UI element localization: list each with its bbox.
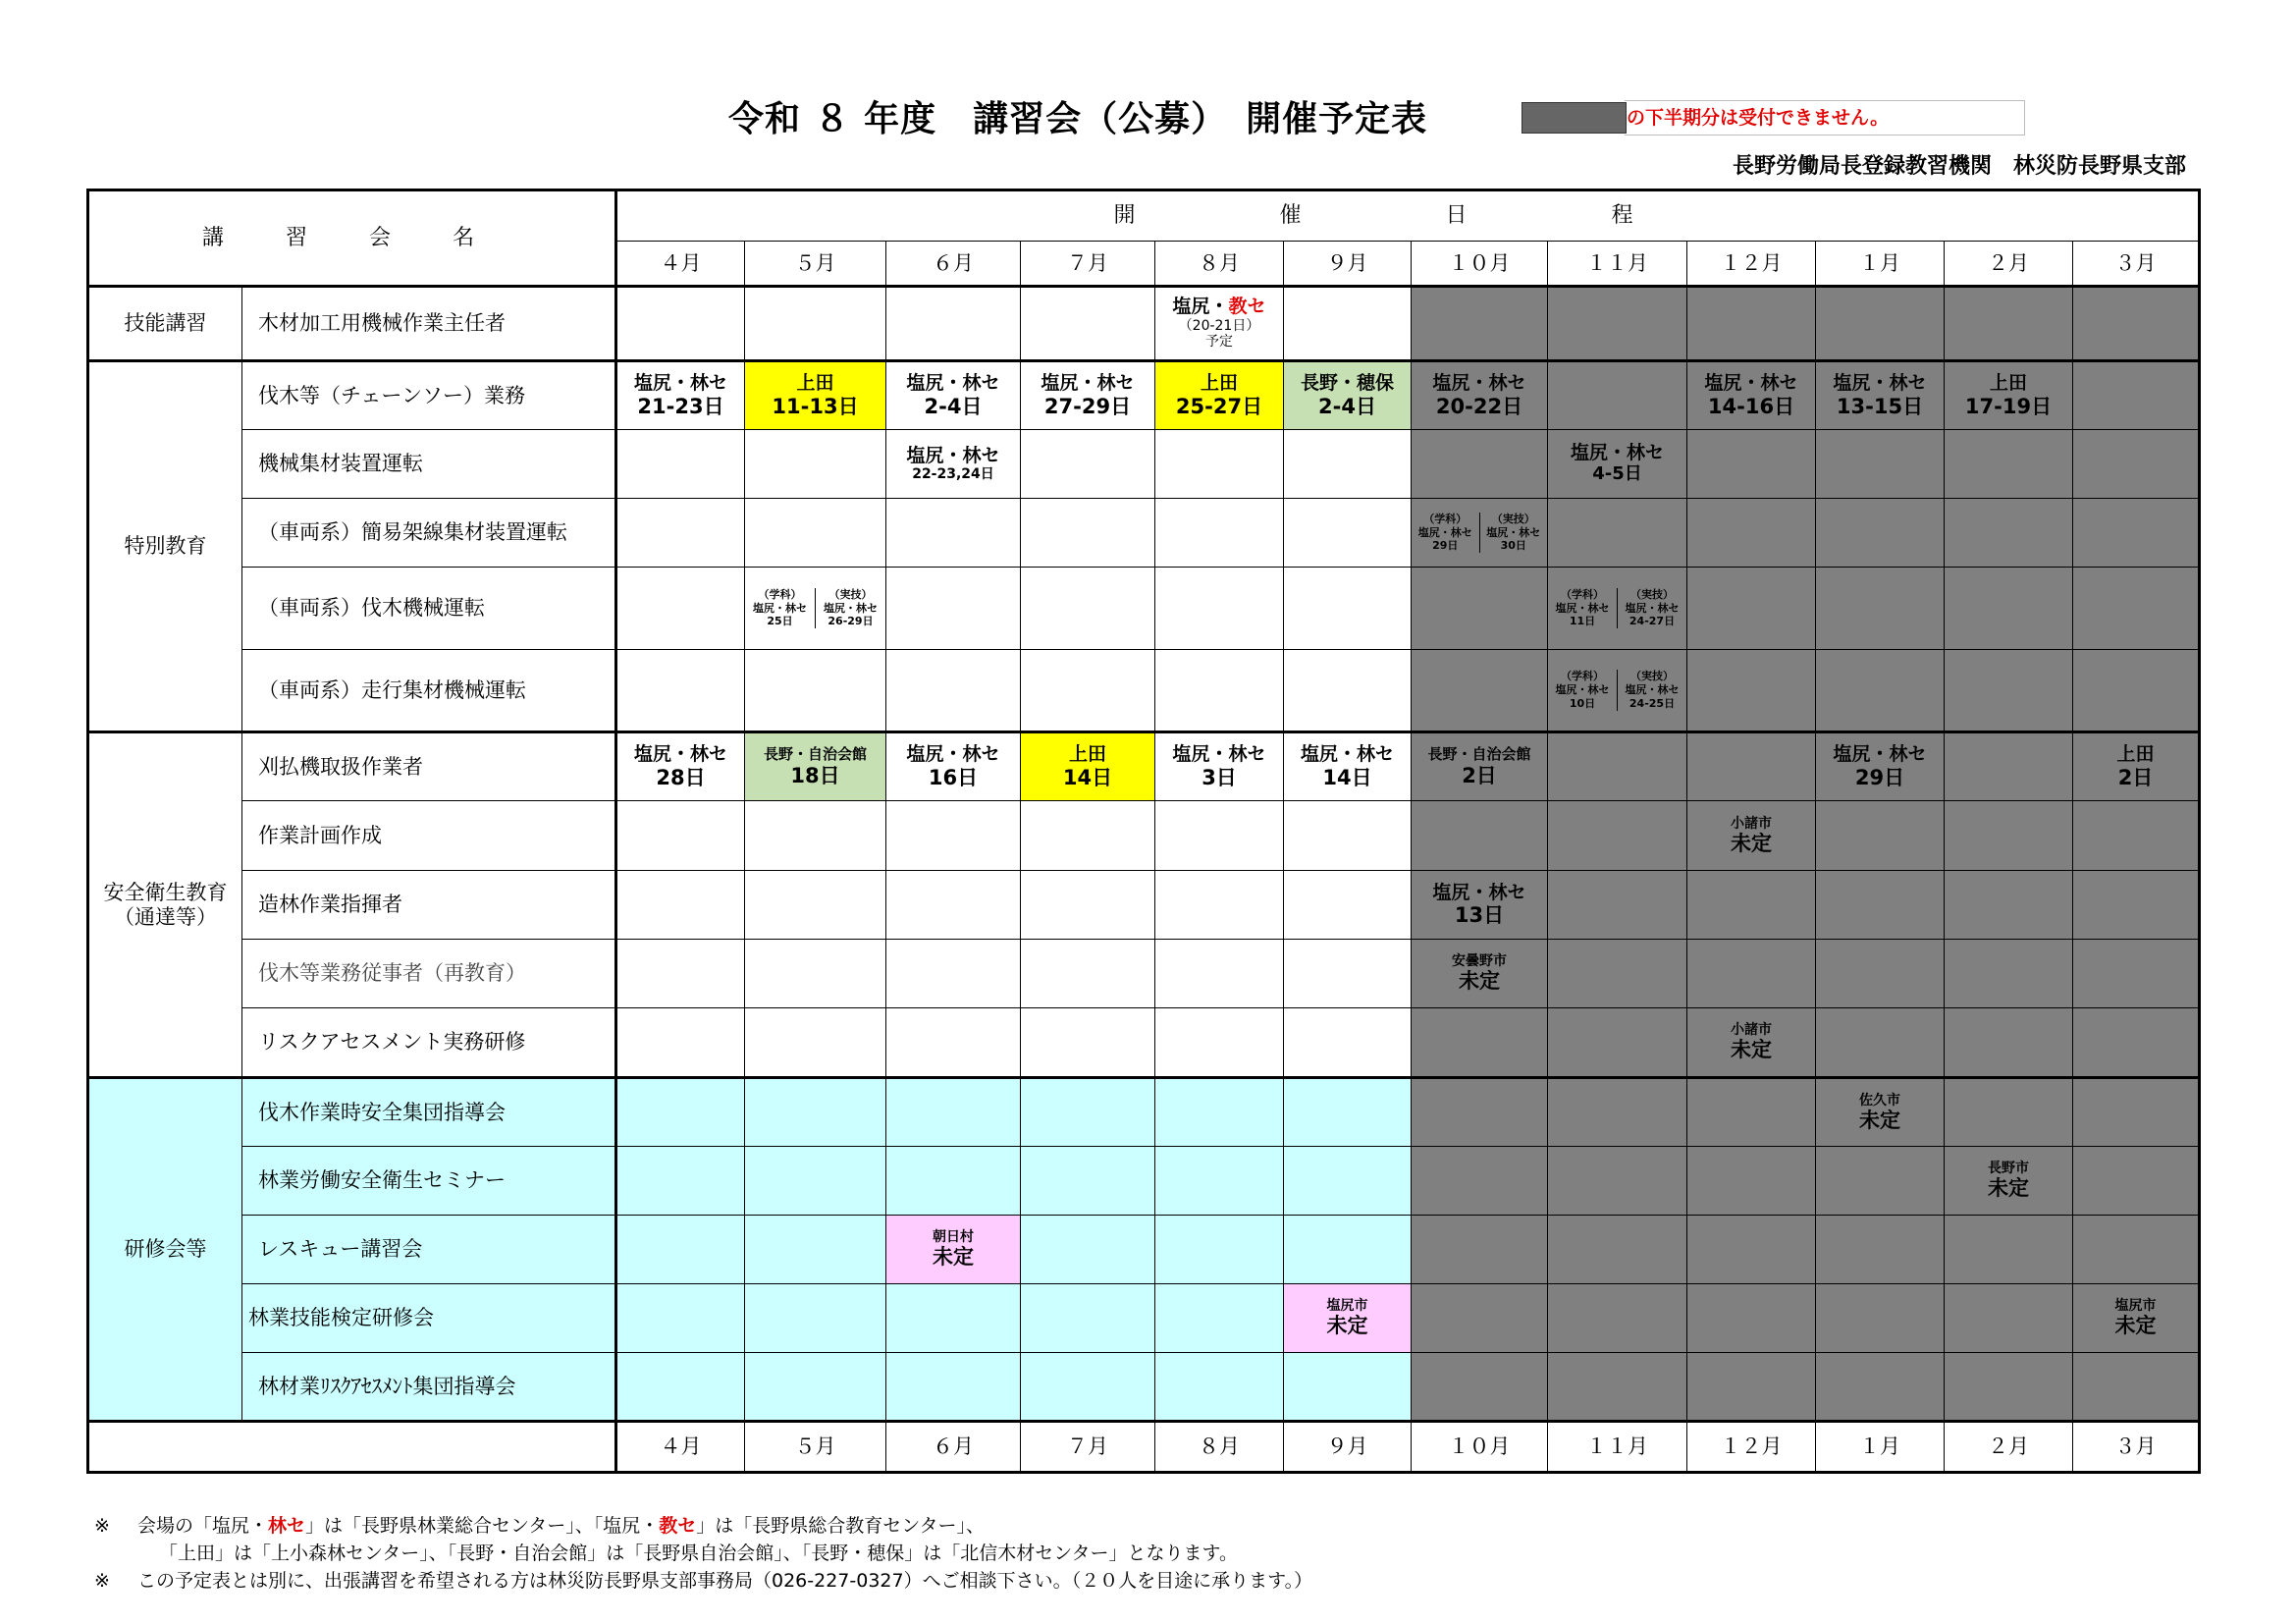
- closed-cell: [1816, 1008, 1945, 1078]
- closed-cell: [1412, 801, 1548, 871]
- closed-cell: [1548, 940, 1687, 1008]
- closed-cell: [1548, 499, 1687, 568]
- closed-cell: [2073, 1078, 2200, 1147]
- closed-cell: [1548, 1216, 1687, 1284]
- schedule-cell: [1155, 1078, 1284, 1147]
- month-header: ５月: [745, 242, 886, 287]
- closed-cell: 小諸市 未定: [1687, 1008, 1816, 1078]
- closed-cell: [1412, 1147, 1548, 1216]
- closed-cell: [1548, 732, 1687, 801]
- footnotes: [94, 1512, 1312, 1595]
- schedule-cell: [1021, 430, 1155, 499]
- title-area: [728, 94, 1427, 145]
- closed-cell: [2073, 1008, 2200, 1078]
- closed-cell: [1816, 1284, 1945, 1353]
- closed-cell: [1687, 1147, 1816, 1216]
- schedule-cell: [1021, 650, 1155, 732]
- schedule-cell: 上田 11-13日: [745, 361, 886, 430]
- schedule-cell: 長野・自治会館 18日: [745, 732, 886, 801]
- closed-cell: [1945, 871, 2073, 940]
- schedule-cell: [616, 1008, 745, 1078]
- schedule-cell: [745, 287, 886, 361]
- closed-cell: [1687, 287, 1816, 361]
- schedule-cell: 塩尻・林セ 16日: [886, 732, 1021, 801]
- schedule-cell: [1155, 650, 1284, 732]
- closed-cell: [1816, 1147, 1945, 1216]
- month-footer: ５月: [745, 1422, 886, 1473]
- closed-cell: [1816, 430, 1945, 499]
- schedule-cell: [745, 650, 886, 732]
- schedule-cell: [745, 871, 886, 940]
- course-name: 林業技能検定研修会: [242, 1284, 616, 1353]
- month-header: ３月: [2073, 242, 2200, 287]
- schedule-cell: [886, 801, 1021, 871]
- course-name: （車両系）簡易架線集材装置運転: [242, 499, 616, 568]
- schedule-cell: [886, 1147, 1021, 1216]
- schedule-cell: [745, 940, 886, 1008]
- schedule-cell: [1155, 568, 1284, 650]
- month-footer: ８月: [1155, 1422, 1284, 1473]
- closed-cell: [1412, 1078, 1548, 1147]
- schedule-table: [86, 189, 2201, 1474]
- closed-cell: （学科） 塩尻・林セ 10日 （実技） 塩尻・林セ 24-25日: [1548, 650, 1687, 732]
- schedule-cell: [1284, 1216, 1412, 1284]
- redaction-block: [1522, 102, 1627, 134]
- closed-cell: [1548, 1078, 1687, 1147]
- closed-cell: [2073, 871, 2200, 940]
- schedule-cell: [616, 430, 745, 499]
- course-name: レスキュー講習会: [242, 1216, 616, 1284]
- schedule-cell: [886, 568, 1021, 650]
- schedule-cell: [1155, 1353, 1284, 1422]
- closed-cell: [1945, 1008, 2073, 1078]
- schedule-cell: [1021, 499, 1155, 568]
- schedule-cell: 朝日村 未定: [886, 1216, 1021, 1284]
- schedule-cell: [745, 1008, 886, 1078]
- closed-cell: [1687, 871, 1816, 940]
- month-footer: ６月: [886, 1422, 1021, 1473]
- month-footer: ４月: [616, 1422, 745, 1473]
- closed-cell: [1816, 1216, 1945, 1284]
- month-header: ２月: [1945, 242, 2073, 287]
- category-seminar: 研修会等: [88, 1078, 242, 1422]
- month-header: １月: [1816, 242, 1945, 287]
- closed-cell: 上田 2日: [2073, 732, 2200, 801]
- closed-cell: [1816, 568, 1945, 650]
- month-footer: ３月: [2073, 1422, 2200, 1473]
- schedule-cell: [1021, 940, 1155, 1008]
- closed-cell: [1816, 499, 1945, 568]
- schedule-cell: [886, 871, 1021, 940]
- closed-cell: [2073, 1353, 2200, 1422]
- schedule-cell: [745, 801, 886, 871]
- category-special: 特別教育: [88, 361, 242, 732]
- schedule-cell: [886, 1008, 1021, 1078]
- schedule-cell: [616, 568, 745, 650]
- course-name: 造林作業指揮者: [242, 871, 616, 940]
- closed-cell: [2073, 940, 2200, 1008]
- schedule-cell: [1155, 1284, 1284, 1353]
- month-header: １２月: [1687, 242, 1816, 287]
- schedule-cell: [745, 1216, 886, 1284]
- closed-cell: 塩尻・林セ 29日: [1816, 732, 1945, 801]
- closed-cell: 長野市 未定: [1945, 1147, 2073, 1216]
- closed-cell: [2073, 430, 2200, 499]
- closed-cell: 佐久市 未定: [1816, 1078, 1945, 1147]
- notice-text: の下半期分は受付できません。: [1625, 100, 2025, 135]
- schedule-cell: 塩尻・林セ 28日: [616, 732, 745, 801]
- closed-cell: [1548, 1147, 1687, 1216]
- closed-cell: 安曇野市 未定: [1412, 940, 1548, 1008]
- schedule-cell: [1021, 871, 1155, 940]
- schedule-cell: [1021, 1353, 1155, 1422]
- closed-cell: [1687, 430, 1816, 499]
- schedule-cell: [1021, 801, 1155, 871]
- closed-cell: [1816, 1353, 1945, 1422]
- course-name: 作業計画作成: [242, 801, 616, 871]
- closed-cell: [1945, 1353, 2073, 1422]
- closed-cell: [1945, 940, 2073, 1008]
- closed-cell: [1412, 287, 1548, 361]
- closed-cell: [1548, 1008, 1687, 1078]
- closed-cell: [1945, 732, 2073, 801]
- closed-cell: [1687, 650, 1816, 732]
- closed-cell: [1687, 940, 1816, 1008]
- month-footer: １月: [1816, 1422, 1945, 1473]
- closed-cell: [2073, 499, 2200, 568]
- schedule-cell: 塩尻・教セ （20-21日） 予定: [1155, 287, 1284, 361]
- closed-cell: （学科） 塩尻・林セ 29日 （実技） 塩尻・林セ 30日: [1412, 499, 1548, 568]
- schedule-cell: [1284, 650, 1412, 732]
- schedule-cell: [1284, 871, 1412, 940]
- closed-cell: 塩尻市 未定: [2073, 1284, 2200, 1353]
- closed-cell: [2073, 1216, 2200, 1284]
- closed-cell: [1412, 568, 1548, 650]
- closed-cell: （学科） 塩尻・林セ 11日 （実技） 塩尻・林セ 24-27日: [1548, 568, 1687, 650]
- schedule-cell: [1155, 801, 1284, 871]
- schedule-cell: 塩尻・林セ 2-4日: [886, 361, 1021, 430]
- closed-cell: [1412, 1216, 1548, 1284]
- closed-cell: [1945, 499, 2073, 568]
- closed-cell: [1945, 1216, 2073, 1284]
- schedule-cell: 上田 14日: [1021, 732, 1155, 801]
- course-name: 機械集材装置運転: [242, 430, 616, 499]
- schedule-cell: [1155, 871, 1284, 940]
- schedule-cell: [1021, 1008, 1155, 1078]
- closed-cell: [1816, 871, 1945, 940]
- month-footer: １０月: [1412, 1422, 1548, 1473]
- schedule-cell: 塩尻・林セ 14日: [1284, 732, 1412, 801]
- closed-cell: [1548, 287, 1687, 361]
- month-header: ８月: [1155, 242, 1284, 287]
- schedule-cell: [616, 1078, 745, 1147]
- schedule-cell: [1021, 568, 1155, 650]
- month-footer: ７月: [1021, 1422, 1155, 1473]
- month-header: ９月: [1284, 242, 1412, 287]
- schedule-cell: （学科） 塩尻・林セ 25日 （実技） 塩尻・林セ 26-29日: [745, 568, 886, 650]
- schedule-cell: 長野・穂保 2-4日: [1284, 361, 1412, 430]
- closed-cell: 塩尻・林セ 4-5日: [1548, 430, 1687, 499]
- schedule-header: 開 催 日 程: [616, 190, 2200, 242]
- closed-cell: [1945, 430, 2073, 499]
- schedule-cell: [886, 1284, 1021, 1353]
- closed-cell: [1548, 1353, 1687, 1422]
- closed-cell: [1945, 287, 2073, 361]
- schedule-cell: [616, 1353, 745, 1422]
- closed-cell: [1816, 940, 1945, 1008]
- schedule-cell: 塩尻・林セ 21-23日: [616, 361, 745, 430]
- closed-cell: 小諸市 未定: [1687, 801, 1816, 871]
- closed-cell: [1687, 1078, 1816, 1147]
- schedule-cell: [1284, 287, 1412, 361]
- schedule-cell: [1155, 940, 1284, 1008]
- month-header: ７月: [1021, 242, 1155, 287]
- schedule-cell: [1284, 430, 1412, 499]
- schedule-cell: [886, 940, 1021, 1008]
- closed-cell: [2073, 361, 2200, 430]
- closed-cell: 塩尻・林セ 13日: [1412, 871, 1548, 940]
- closed-cell: [1412, 1284, 1548, 1353]
- schedule-cell: 上田 25-27日: [1155, 361, 1284, 430]
- course-name: 木材加工用機械作業主任者: [242, 287, 616, 361]
- closed-cell: [1816, 650, 1945, 732]
- schedule-cell: [616, 650, 745, 732]
- closed-cell: [1945, 650, 2073, 732]
- closed-cell: [1687, 732, 1816, 801]
- closed-cell: [1687, 1353, 1816, 1422]
- closed-cell: [1548, 1284, 1687, 1353]
- month-header: ４月: [616, 242, 745, 287]
- schedule-cell: 塩尻・林セ 22-23,24日: [886, 430, 1021, 499]
- closed-cell: [1548, 871, 1687, 940]
- course-name: 伐木等業務従事者（再教育）: [242, 940, 616, 1008]
- schedule-cell: [616, 1216, 745, 1284]
- schedule-cell: [1284, 1078, 1412, 1147]
- schedule-cell: [1021, 1216, 1155, 1284]
- schedule-cell: [1284, 940, 1412, 1008]
- closed-cell: 塩尻・林セ 20-22日: [1412, 361, 1548, 430]
- schedule-cell: [1021, 1078, 1155, 1147]
- schedule-cell: [1155, 1008, 1284, 1078]
- closed-cell: [2073, 650, 2200, 732]
- category-skill: 技能講習: [88, 287, 242, 361]
- schedule-cell: [616, 287, 745, 361]
- course-name: 刈払機取扱作業者: [242, 732, 616, 801]
- schedule-cell: [1021, 1284, 1155, 1353]
- month-header: １０月: [1412, 242, 1548, 287]
- month-header: ６月: [886, 242, 1021, 287]
- schedule-cell: [745, 1353, 886, 1422]
- schedule-cell: [1284, 499, 1412, 568]
- course-name: （車両系）走行集材機械運転: [242, 650, 616, 732]
- schedule-cell: [1155, 499, 1284, 568]
- closed-cell: [1412, 1353, 1548, 1422]
- schedule-cell: [745, 1078, 886, 1147]
- schedule-cell: [886, 287, 1021, 361]
- closed-cell: [2073, 568, 2200, 650]
- closed-cell: [2073, 801, 2200, 871]
- closed-cell: [2073, 287, 2200, 361]
- schedule-cell: [1284, 801, 1412, 871]
- schedule-cell: [1021, 287, 1155, 361]
- schedule-cell: [886, 650, 1021, 732]
- month-footer: １２月: [1687, 1422, 1816, 1473]
- closed-cell: [1687, 1216, 1816, 1284]
- closed-cell: [1687, 499, 1816, 568]
- organization-name: 長野労働局長登録教習機関 林災防長野県支部: [1732, 154, 2186, 179]
- footnote-line: ※ 会場の「塩尻・林セ」は「長野県林業総合センター」、「塩尻・教セ」は「長野県総合教育センター」、: [94, 1515, 986, 1537]
- schedule-cell: [1155, 430, 1284, 499]
- page-title: 令和 ８ 年度 講習会（公募） 開催予定表: [728, 99, 1428, 139]
- course-name: リスクアセスメント実務研修: [242, 1008, 616, 1078]
- closed-cell: [1816, 801, 1945, 871]
- schedule-cell: [745, 1284, 886, 1353]
- schedule-cell: [1155, 1147, 1284, 1216]
- schedule-cell: 塩尻・林セ 3日: [1155, 732, 1284, 801]
- closed-cell: [1548, 801, 1687, 871]
- course-name: 林材業ﾘｽｸｱｾｽﾒﾝﾄ集団指導会: [242, 1353, 616, 1422]
- schedule-cell: [1155, 1216, 1284, 1284]
- month-footer: ２月: [1945, 1422, 2073, 1473]
- closed-cell: [1412, 1008, 1548, 1078]
- course-name: （車両系）伐木機械運転: [242, 568, 616, 650]
- schedule-cell: 塩尻市 未定: [1284, 1284, 1412, 1353]
- month-footer: ９月: [1284, 1422, 1412, 1473]
- schedule-cell: [616, 499, 745, 568]
- schedule-cell: [886, 1353, 1021, 1422]
- course-name: 伐木等（チェーンソー）業務: [242, 361, 616, 430]
- schedule-cell: [1284, 1147, 1412, 1216]
- closed-cell: 塩尻・林セ 13-15日: [1816, 361, 1945, 430]
- schedule-cell: [616, 1147, 745, 1216]
- month-footer: １１月: [1548, 1422, 1687, 1473]
- schedule-cell: [616, 940, 745, 1008]
- schedule-cell: [1284, 568, 1412, 650]
- schedule-cell: [1284, 1353, 1412, 1422]
- closed-cell: [1945, 801, 2073, 871]
- schedule-cell: [745, 430, 886, 499]
- schedule-cell: [616, 1284, 745, 1353]
- closed-cell: 上田 17-19日: [1945, 361, 2073, 430]
- schedule-cell: [745, 1147, 886, 1216]
- closed-cell: [1412, 430, 1548, 499]
- course-name-header: 講 習 会 名: [88, 190, 616, 287]
- schedule-cell: [616, 801, 745, 871]
- closed-cell: [1945, 1284, 2073, 1353]
- course-name: 伐木作業時安全集団指導会: [242, 1078, 616, 1147]
- closed-cell: [2073, 1147, 2200, 1216]
- schedule-cell: [886, 1078, 1021, 1147]
- schedule-cell: 塩尻・林セ 27-29日: [1021, 361, 1155, 430]
- closed-cell: [1687, 568, 1816, 650]
- schedule-cell: [745, 499, 886, 568]
- closed-cell: 長野・自治会館 2日: [1412, 732, 1548, 801]
- closed-cell: [1548, 361, 1687, 430]
- closed-cell: [1687, 1284, 1816, 1353]
- footnote-line: ※ この予定表とは別に、出張講習を希望される方は林災防長野県支部事務局（026-227-0327）へご相談下さい。（２０人を目途に承ります。）: [94, 1570, 1313, 1592]
- closed-cell: [1412, 650, 1548, 732]
- schedule-cell: [886, 499, 1021, 568]
- closed-cell: [1945, 1078, 2073, 1147]
- closed-cell: 塩尻・林セ 14-16日: [1687, 361, 1816, 430]
- category-safety: 安全衛生教育 （通達等）: [88, 732, 242, 1078]
- footnote-line: 「上田」は「上小森林センター」、「長野・自治会館」は「長野県自治会館」、「長野・穂保」は「北信木材センター」となります。: [159, 1543, 1238, 1564]
- course-name: 林業労働安全衛生セミナー: [242, 1147, 616, 1216]
- footer-blank: [88, 1422, 616, 1473]
- month-header: １１月: [1548, 242, 1687, 287]
- schedule-cell: [1284, 1008, 1412, 1078]
- schedule-cell: [1021, 1147, 1155, 1216]
- closed-cell: [1945, 568, 2073, 650]
- closed-cell: [1816, 287, 1945, 361]
- schedule-cell: [616, 871, 745, 940]
